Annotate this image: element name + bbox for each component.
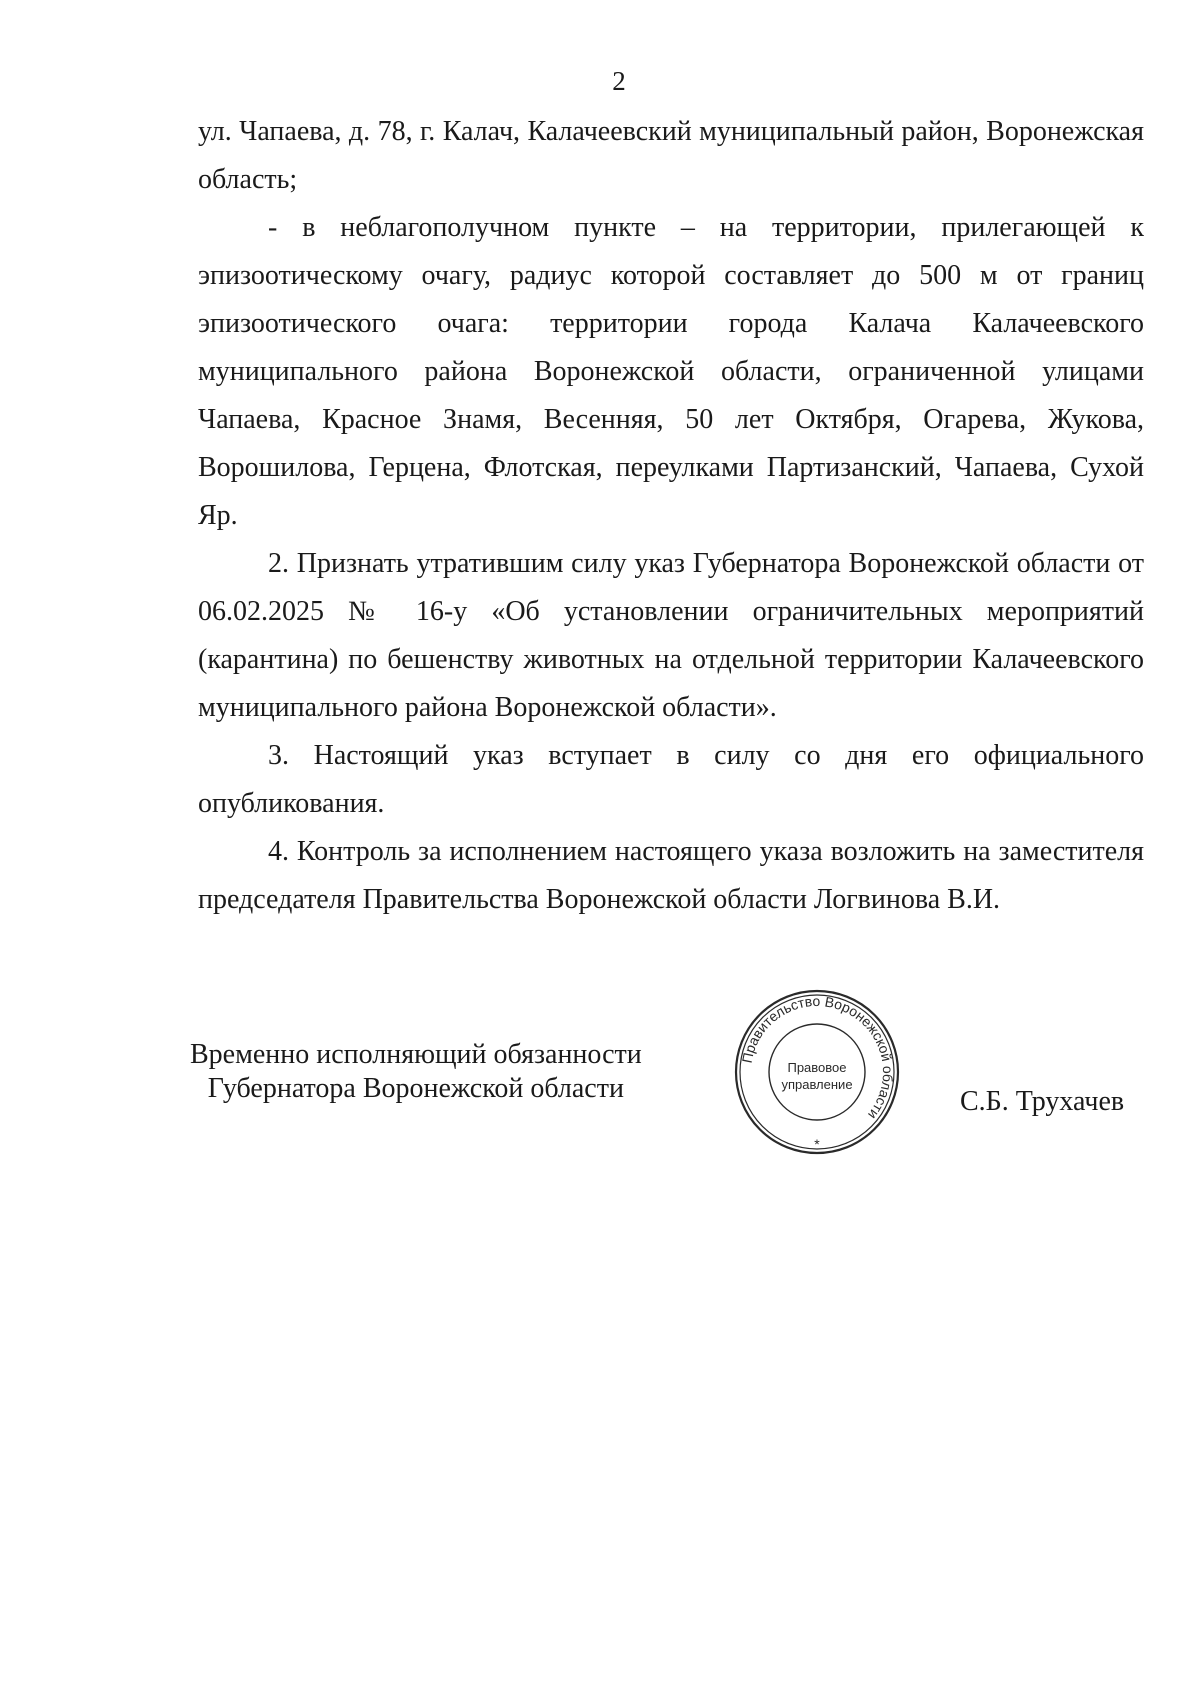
paragraph-item-2: 2. Признать утратившим силу указ Губернатора Воронежской области от 06.02.2025 № 16-у «Об установлении ограничительных мероприятий (карантина) по бешенству животных на отдельной территории Калачеевского муниципального района Воронежской области». <box>198 548 1144 723</box>
paragraph-address: ул. Чапаева, д. 78, г. Калач, Калачеевский муниципальный район, Воронежская область; <box>198 116 1144 195</box>
page-number: 2 <box>612 66 626 96</box>
signature-position-line1: Временно исполняющий обязанности <box>190 1039 642 1070</box>
signer-name: С.Б. Трухачев <box>960 1086 1125 1117</box>
official-stamp <box>733 988 901 1156</box>
signature-position <box>190 1038 642 1106</box>
paragraph-unfavorable-point: - в неблагополучном пункте – на территории, прилегающей к эпизоотическому очагу, радиус которой составляет до 500 м от границ эпизоотического очага: территории города Калача Калачеевского муниципального района Воронежской области, ограниченной улицами Чапаева, Красное Знамя, Весенняя, 50 лет Октября, Огарева, Жукова, Ворошилова, Герцена, Флотская, переулками Партизанский, Чапаева, Сухой Яр. <box>198 212 1144 531</box>
paragraph-item-4: 4. Контроль за исполнением настоящего указа возложить на заместителя председателя Правительства Воронежской области Логвинова В.И. <box>198 836 1144 915</box>
stamp-outer-text: Правительство Воронежской области <box>738 992 897 1123</box>
document-body <box>198 108 1144 924</box>
paragraph-item-3: 3. Настоящий указ вступает в силу со дня его официального опубликования. <box>198 740 1144 819</box>
stamp-star: * <box>814 1136 820 1152</box>
stamp-inner-line1: Правовое <box>787 1060 847 1075</box>
stamp-inner-line2: управление <box>781 1077 853 1092</box>
signature-position-line2: Губернатора Воронежской области <box>207 1073 624 1104</box>
